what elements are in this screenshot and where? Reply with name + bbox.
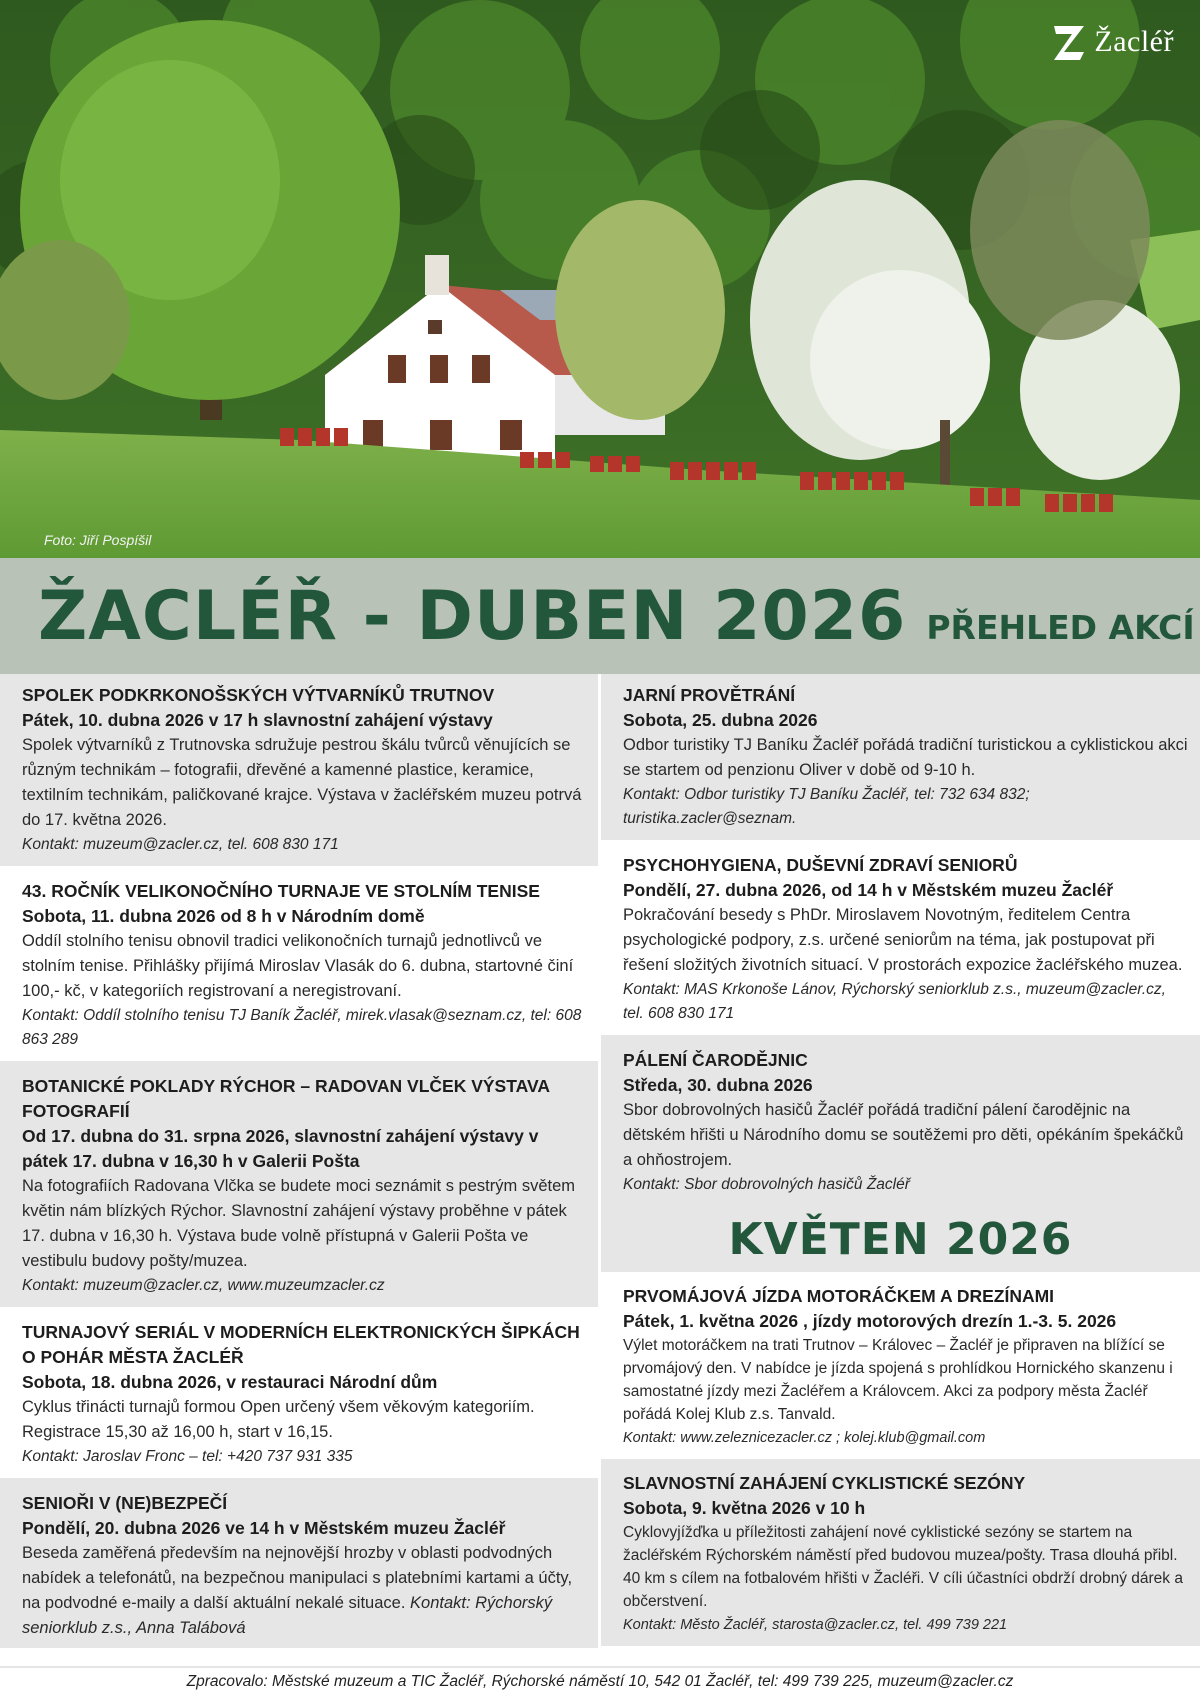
event-description: Cyklus třinácti turnajů formou Open určený všem věkovým kategoriím. Registrace 15,30 až 16,00 h, start v 16,15.: [22, 1398, 535, 1441]
footer-credits: Zpracovalo: Městské muzeum a TIC Žacléř, Rýchorské náměstí 10, 542 01 Žacléř, tel: 499 739 225, muzeum@zacler.cz: [0, 1666, 1200, 1697]
event-contact: Kontakt: MAS Krkonoše Lánov, Rýchorský seniorklub z.s., muzeum@zacler.cz, tel. 608 830 171: [623, 981, 1166, 1022]
event-contact: Kontakt: Jaroslav Fronc – tel: +420 737 931 335: [22, 1448, 353, 1465]
event-date: Sobota, 25. dubna 2026: [623, 710, 818, 730]
event-contact: Kontakt: muzeum@zacler.cz, www.muzeumzacler.cz: [22, 1277, 385, 1294]
event-title: SLAVNOSTNÍ ZAHÁJENÍ CYKLISTICKÉ SEZÓNY: [623, 1473, 1026, 1493]
event-description: Pokračování besedy s PhDr. Miroslavem Novotným, ředitelem Centra psychologické podpory, z.s. určené seniorům na téma, jak postupovat při řešení složitých životních situací. V prostorách expozice žacléřského muzea.: [623, 906, 1183, 974]
event-title: PSYCHOHYGIENA, DUŠEVNÍ ZDRAVÍ SENIORŮ: [623, 855, 1018, 875]
landscape-illustration: [0, 0, 1200, 558]
brand-name: Žacléř: [1094, 25, 1174, 58]
event-description: Spolek výtvarníků z Trutnovska sdružuje pestrou škálu tvůrců věnujících se různým technikám – fotografii, dřevěné a kamenné plastice, keramice, textilním technikám, paličkované krajce. Výstava v žacléřském muzeu potrvá do 17. května 2026.: [22, 736, 582, 829]
event-date: Pondělí, 20. dubna 2026 ve 14 h v Městském muzeu Žacléř: [22, 1518, 506, 1538]
event-description-text: Beseda zaměřená především na nejnovější hrozby v oblasti podvodných nabídek a telefonátů, na bezpečnou manipulaci s platebními kartami a účty, na podvodné e-maily a další aktuální nekalé situace.: [22, 1544, 573, 1612]
event-date: Středa, 30. dubna 2026: [623, 1075, 813, 1095]
event-date: Pondělí, 27. dubna 2026, od 14 h v Městském muzeu Žacléř: [623, 880, 1114, 900]
may-heading-band: [601, 1206, 1200, 1272]
left-column: [0, 674, 600, 1648]
event-card: [0, 1307, 598, 1478]
event-description: Sbor dobrovolných hasičů Žacléř pořádá tradiční pálení čarodějnic na dětském hřišti u Národního domu se soutěžemi pro děti, opékáním špekáčků a ohňostrojem.: [623, 1101, 1184, 1169]
event-contact: Kontakt: muzeum@zacler.cz, tel. 608 830 171: [22, 836, 339, 853]
right-column: [601, 674, 1200, 1646]
event-title: SENIOŘI V (NE)BEZPEČÍ: [22, 1493, 228, 1513]
event-card: [601, 1035, 1200, 1206]
event-card: [601, 674, 1200, 840]
event-card: [601, 1272, 1200, 1459]
event-description: Na fotografiích Radovana Vlčka se budete moci seznámit s pestrým světem květin nám blízkých Rýchor. Slavnostní zahájení výstavy proběhne v pátek 17. dubna v 16,30 h. Výstava bude volně přístupná v Galerii Pošta ve vestibulu budovy pošty/muzea.: [22, 1177, 575, 1270]
event-description: Oddíl stolního tenisu obnovil tradici velikonočních turnajů jednotlivců ve stolním tenise. Přihlášky přijímá Miroslav Vlasák do 6. dubna, startovné činí 100,- kč, v kategoriích registrovaní a neregistrovaní.: [22, 932, 574, 1000]
event-card: [601, 840, 1200, 1035]
event-contact: Kontakt: Město Žacléř, starosta@zacler.cz, tel. 499 739 221: [623, 1617, 1008, 1633]
event-card: [0, 1061, 598, 1307]
event-title: TURNAJOVÝ SERIÁL V MODERNÍCH ELEKTRONICKÝCH ŠIPKÁCH O POHÁR MĚSTA ŽACLÉŘ: [22, 1322, 580, 1367]
event-date: Od 17. dubna do 31. srpna 2026, slavnostní zahájení výstavy v pátek 17. dubna v 16,30 h v Galerii Pošta: [22, 1126, 539, 1171]
event-card: [0, 674, 598, 866]
event-description: Cyklovyjížďka u příležitosti zahájení nové cyklistické sezóny se startem na žacléřském Rýchorském náměstí před budovou muzea/pošty. Trasa dlouhá přibl. 40 km s cílem na fotbalovém hřišti v Žacléři. V cíli účastníci obdrží drobný dárek a občerstvení.: [623, 1524, 1183, 1610]
photo-credit: Foto: Jiří Pospíšil: [44, 532, 152, 548]
title-band: [0, 558, 1200, 674]
event-description: Výlet motoráčkem na trati Trutnov – Královec – Žacléř je připraven na blížící se prvomájový den. V nabídce je jízda spojená s prohlídkou Hornického skanzenu i samostatné jízdy mezi Žacléřem a Královcem. Akci za podpory města Žacléř pořádá Kolej Klub z.s. Tanvald.: [623, 1337, 1173, 1423]
event-date: Sobota, 18. dubna 2026, v restauraci Národní dům: [22, 1372, 438, 1392]
event-card: [601, 1459, 1200, 1646]
event-date: Sobota, 9. května 2026 v 10 h: [623, 1498, 866, 1518]
event-contact: Kontakt: Oddíl stolního tenisu TJ Baník Žacléř, mirek.vlasak@seznam.cz, tel: 608 863 289: [22, 1007, 582, 1048]
may-heading: KVĚTEN 2026: [728, 1213, 1073, 1265]
event-card: [0, 1478, 598, 1648]
event-contact: Kontakt: Sbor dobrovolných hasičů Žacléř: [623, 1176, 910, 1193]
event-contact: Kontakt: Odbor turistiky TJ Baníku Žacléř, tel: 732 634 832; turistika.zacler@seznam.: [623, 786, 1030, 827]
event-title: 43. ROČNÍK VELIKONOČNÍHO TURNAJE VE STOLNÍM TENISE: [22, 881, 540, 901]
event-contact: Kontakt: www.zeleznicezacler.cz ; kolej.klub@gmail.com: [623, 1430, 986, 1446]
event-title: SPOLEK PODKRKONOŠSKÝCH VÝTVARNÍKŮ TRUTNOV: [22, 685, 495, 705]
event-title: PRVOMÁJOVÁ JÍZDA MOTORÁČKEM A DREZÍNAMI: [623, 1286, 1055, 1306]
event-title: JARNÍ PROVĚTRÁNÍ: [623, 685, 796, 705]
event-date: Pátek, 10. dubna 2026 v 17 h slavnostní zahájení výstavy: [22, 710, 493, 730]
event-contact: Kontakt: Rýchorský seniorklub z.s., Anna Talábová: [22, 1594, 553, 1637]
zacler-logo-icon: [1052, 22, 1086, 62]
event-description: [22, 1541, 588, 1641]
event-title: PÁLENÍ ČARODĚJNIC: [623, 1050, 808, 1070]
event-card: [0, 866, 598, 1061]
event-date: Pátek, 1. května 2026 , jízdy motorových drezín 1.-3. 5. 2026: [623, 1311, 1117, 1331]
hero-photo: [0, 0, 1200, 558]
event-description: Odbor turistiky TJ Baníku Žacléř pořádá tradiční turistickou a cyklistickou akci se startem od penzionu Oliver v době od 9-10 h.: [623, 736, 1188, 779]
brand-logo: [1052, 22, 1174, 62]
event-title: BOTANICKÉ POKLADY RÝCHOR – RADOVAN VLČEK VÝSTAVA FOTOGRAFIÍ: [22, 1076, 550, 1121]
page-subtitle: PŘEHLED AKCÍ: [926, 607, 1195, 647]
page-title: ŽACLÉŘ - DUBEN 2026: [38, 576, 907, 656]
event-date: Sobota, 11. dubna 2026 od 8 h v Národním domě: [22, 906, 425, 926]
